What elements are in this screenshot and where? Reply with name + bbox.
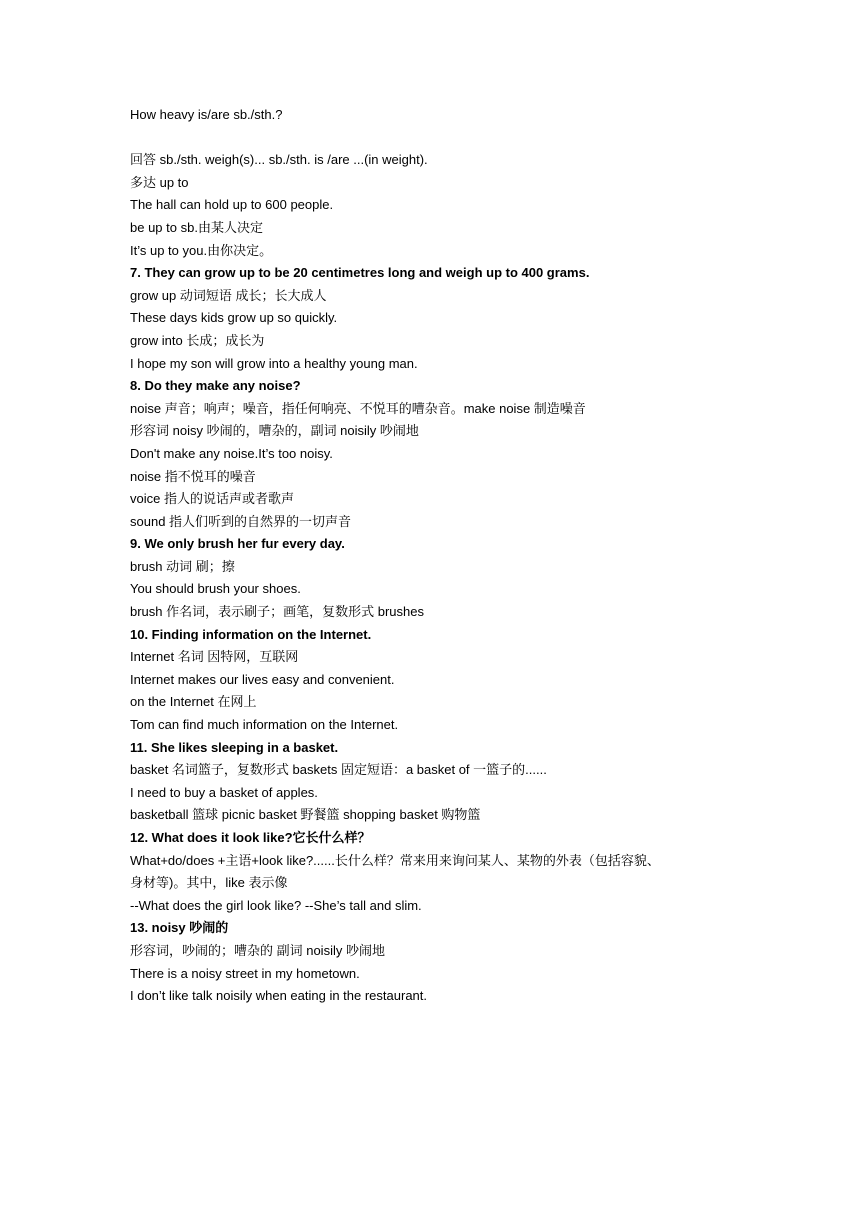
- text-line: I hope my son will grow into a healthy young man.: [130, 355, 418, 371]
- text-line: 身材等)。其中，like 表示像: [130, 875, 288, 891]
- text-line: basketball 篮球 picnic basket 野餐篮 shopping basket 购物篮: [130, 807, 481, 823]
- text-line: Internet 名词 因特网，互联网: [130, 649, 299, 665]
- text-line: It’s up to you.由你决定。: [130, 242, 273, 258]
- text-line: Tom can find much information on the Internet.: [130, 717, 399, 733]
- text-line: sound 指人们听到的自然界的一切声音: [130, 513, 352, 529]
- blank-line: [130, 127, 740, 150]
- section-heading: 11. She likes sleeping in a basket.: [130, 739, 339, 755]
- document-body: [130, 104, 740, 1008]
- text-line: grow into 长成；成长为: [130, 332, 265, 348]
- section-heading: 10. Finding information on the Internet.: [130, 626, 372, 642]
- text-line: 回答 sb./sth. weigh(s)... sb./sth. is /are ...(in weight).: [130, 152, 428, 168]
- section-heading: 12. What does it look like?它长什么样？: [130, 830, 371, 845]
- text-line: I need to buy a basket of apples.: [130, 784, 318, 800]
- section-heading: 8. Do they make any noise?: [130, 378, 301, 394]
- section-heading: 13. noisy 吵闹的: [130, 920, 229, 936]
- text-line: What+do/does +主语+look like?......长什么样？常来用来询问某人、某物的外表（包括容貌、: [130, 852, 660, 868]
- text-line: 多达 up to: [130, 174, 189, 190]
- text-line: I don’t like talk noisily when eating in the restaurant.: [130, 988, 428, 1004]
- text-line: basket 名词篮子，复数形式 baskets 固定短语：a basket of 一篮子的......: [130, 762, 547, 778]
- text-line: There is a noisy street in my hometown.: [130, 965, 360, 981]
- text-line: --What does the girl look like? --She’s tall and slim.: [130, 897, 422, 913]
- text-line: brush 作名词，表示刷子；画笔，复数形式 brushes: [130, 604, 424, 620]
- text-line: You should brush your shoes.: [130, 581, 301, 597]
- text-line: grow up 动词短语 成长；长大成人: [130, 287, 327, 303]
- text-line: Internet makes our lives easy and convenient.: [130, 671, 395, 687]
- text-line: Don't make any noise.It’s too noisy.: [130, 445, 333, 461]
- text-line: noise 声音；响声；噪音，指任何响亮、不悦耳的嘈杂音。make noise 制造噪音: [130, 400, 586, 416]
- text-line: voice 指人的说话声或者歌声: [130, 491, 294, 507]
- text-line: The hall can hold up to 600 people.: [130, 197, 334, 213]
- text-line: be up to sb.由某人决定: [130, 219, 263, 235]
- text-line: These days kids grow up so quickly.: [130, 310, 338, 326]
- text-line: noise 指不悦耳的噪音: [130, 468, 256, 484]
- section-heading: 9. We only brush her fur every day.: [130, 536, 345, 552]
- text-line: brush 动词 刷；擦: [130, 558, 235, 574]
- text-line: How heavy is/are sb./sth.?: [130, 107, 283, 122]
- section-heading: 7. They can grow up to be 20 centimetres long and weigh up to 400 grams.: [130, 265, 590, 281]
- text-line: 形容词 noisy 吵闹的，嘈杂的，副词 noisily 吵闹地: [130, 423, 419, 439]
- text-line: on the Internet 在网上: [130, 694, 257, 710]
- text-line: 形容词，吵闹的；嘈杂的 副词 noisily 吵闹地: [130, 942, 385, 958]
